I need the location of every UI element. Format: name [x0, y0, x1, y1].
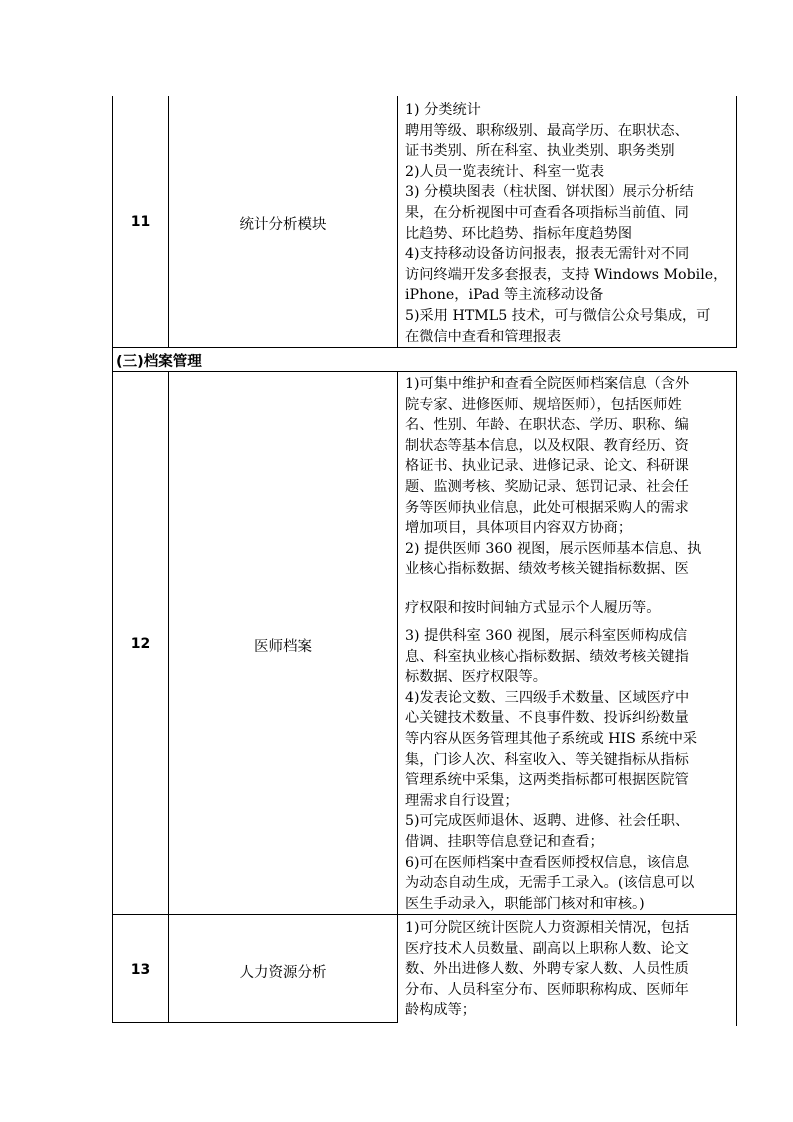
table-border-name-col: [397, 96, 398, 347]
description-line: 集，门诊人次、科室收入、等关键指标从指标: [405, 751, 689, 768]
description-line: 增加项目，具体项目内容双方协商；: [405, 520, 633, 537]
description-line: 1)可分院区统计医院人力资源相关情况，包括: [405, 920, 690, 936]
description-line: 分布、人员科室分布、医师职称构成、医师年: [405, 981, 689, 998]
description-line: 数、外出进修人数、外聘专家人数、人员性质: [405, 961, 689, 978]
description-line: 4)发表论文数、三四级手术数量、区域医疗中: [405, 689, 690, 706]
description-line: 1)可集中维护和查看全院医师档案信息（含外: [405, 376, 690, 392]
row-number: 11: [130, 214, 151, 230]
module-description: [405, 626, 730, 914]
description-line: 比趋势、环比趋势、指标年度趋势图: [405, 225, 633, 242]
table-border-left: [112, 96, 113, 1023]
description-line: 3) 分模块图表（柱状图、饼状图）展示分析结: [405, 184, 694, 201]
table-border-right: [736, 371, 737, 1026]
module-name: 医师档案: [254, 639, 312, 655]
description-line: [405, 1021, 730, 1042]
description-line: 2) 提供医师 360 视图，展示医师基本信息、执: [405, 540, 702, 557]
description-line: 题、监测考核、奖励记录、惩罚记录、社会任: [405, 478, 689, 495]
module-description: [405, 100, 730, 347]
description-line: 院专家、进修医师、规培医师），包括医师姓: [405, 396, 682, 413]
row-number: 13: [130, 962, 151, 978]
description-line: 3) 提供科室 360 视图，展示科室医师构成信: [405, 628, 688, 644]
description-line: 借调、挂职等信息登记和查看；: [405, 833, 604, 850]
table-border-right: [736, 96, 737, 348]
table-border-name-col: [397, 371, 398, 1023]
description-line: 访问终端开发多套报表，支持 Windows Mobile，: [405, 266, 728, 283]
module-name: 人力资源分析: [239, 965, 327, 981]
description-line: 业核心指标数据、绩效考核关键指标数据、医: [405, 561, 689, 578]
description-line: 心关键技术数量、不良事件数、投诉纠纷数量: [405, 710, 689, 727]
description-line: 等内容从医务管理其他子系统或 HIS 系统中采: [405, 730, 698, 747]
description-line: 聘用等级、职称级别、最高学历、在职状态、: [405, 122, 689, 139]
description-line: 果，在分析视图中可查看各项指标当前值、同: [405, 204, 689, 221]
description-line: 制状态等基本信息，以及权限、教育经历、资: [405, 437, 689, 454]
row-number: 12: [130, 636, 151, 652]
description-line: 证书类别、所在科室、执业类别、职务类别: [405, 143, 675, 160]
module-description: [405, 598, 730, 619]
section-header: (三)档案管理: [116, 354, 202, 370]
description-line: iPhone，iPad 等主流移动设备: [405, 287, 604, 304]
module-description: [405, 374, 730, 601]
description-line: 息、科室执业核心指标数据、绩效考核关键指: [405, 648, 689, 665]
module-description: [405, 918, 730, 1042]
description-line: 2)人员一览表统计、科室一览表: [405, 163, 605, 180]
description-line: 1) 分类统计: [405, 102, 481, 118]
row-divider: [112, 371, 736, 372]
description-line: 6)可在医师档案中查看医师授权信息，该信息: [405, 854, 690, 871]
row-divider: [112, 347, 736, 348]
description-line: 龄构成等；: [405, 1002, 476, 1019]
description-line: 5)可完成医师退休、返聘、进修、社会任职、: [405, 813, 690, 830]
description-line: 5)采用 HTML5 技术，可与微信公众号集成，可: [405, 307, 711, 324]
description-line: 名、性别、年龄、在职状态、学历、职称、编: [405, 417, 689, 434]
description-line: 格证书、执业记录、进修记录、论文、科研课: [405, 458, 689, 475]
description-line: 在微信中查看和管理报表: [405, 328, 562, 345]
description-line: 务等医师执业信息，此处可根据采购人的需求: [405, 499, 689, 516]
description-line: 理需求自行设置；: [405, 792, 519, 809]
description-line: 为动态自动生成，无需手工录入。(该信息可以: [405, 875, 695, 892]
description-line: 标数据、医疗权限等。: [405, 669, 547, 686]
table-bottom-partial: [112, 1022, 398, 1023]
description-line: 管理系统中采集，这两类指标都可根据医院管: [405, 772, 689, 789]
module-name: 统计分析模块: [239, 217, 327, 233]
description-line: 4)支持移动设备访问报表，报表无需针对不同: [405, 246, 690, 263]
description-line: 医生手动录入，职能部门核对和审核。): [405, 895, 645, 912]
description-line: 医疗技术人员数量、副高以上职称人数、论文: [405, 940, 689, 957]
table-border-number-col: [168, 371, 169, 1023]
description-line: 疗权限和按时间轴方式显示个人履历等。: [405, 600, 661, 616]
